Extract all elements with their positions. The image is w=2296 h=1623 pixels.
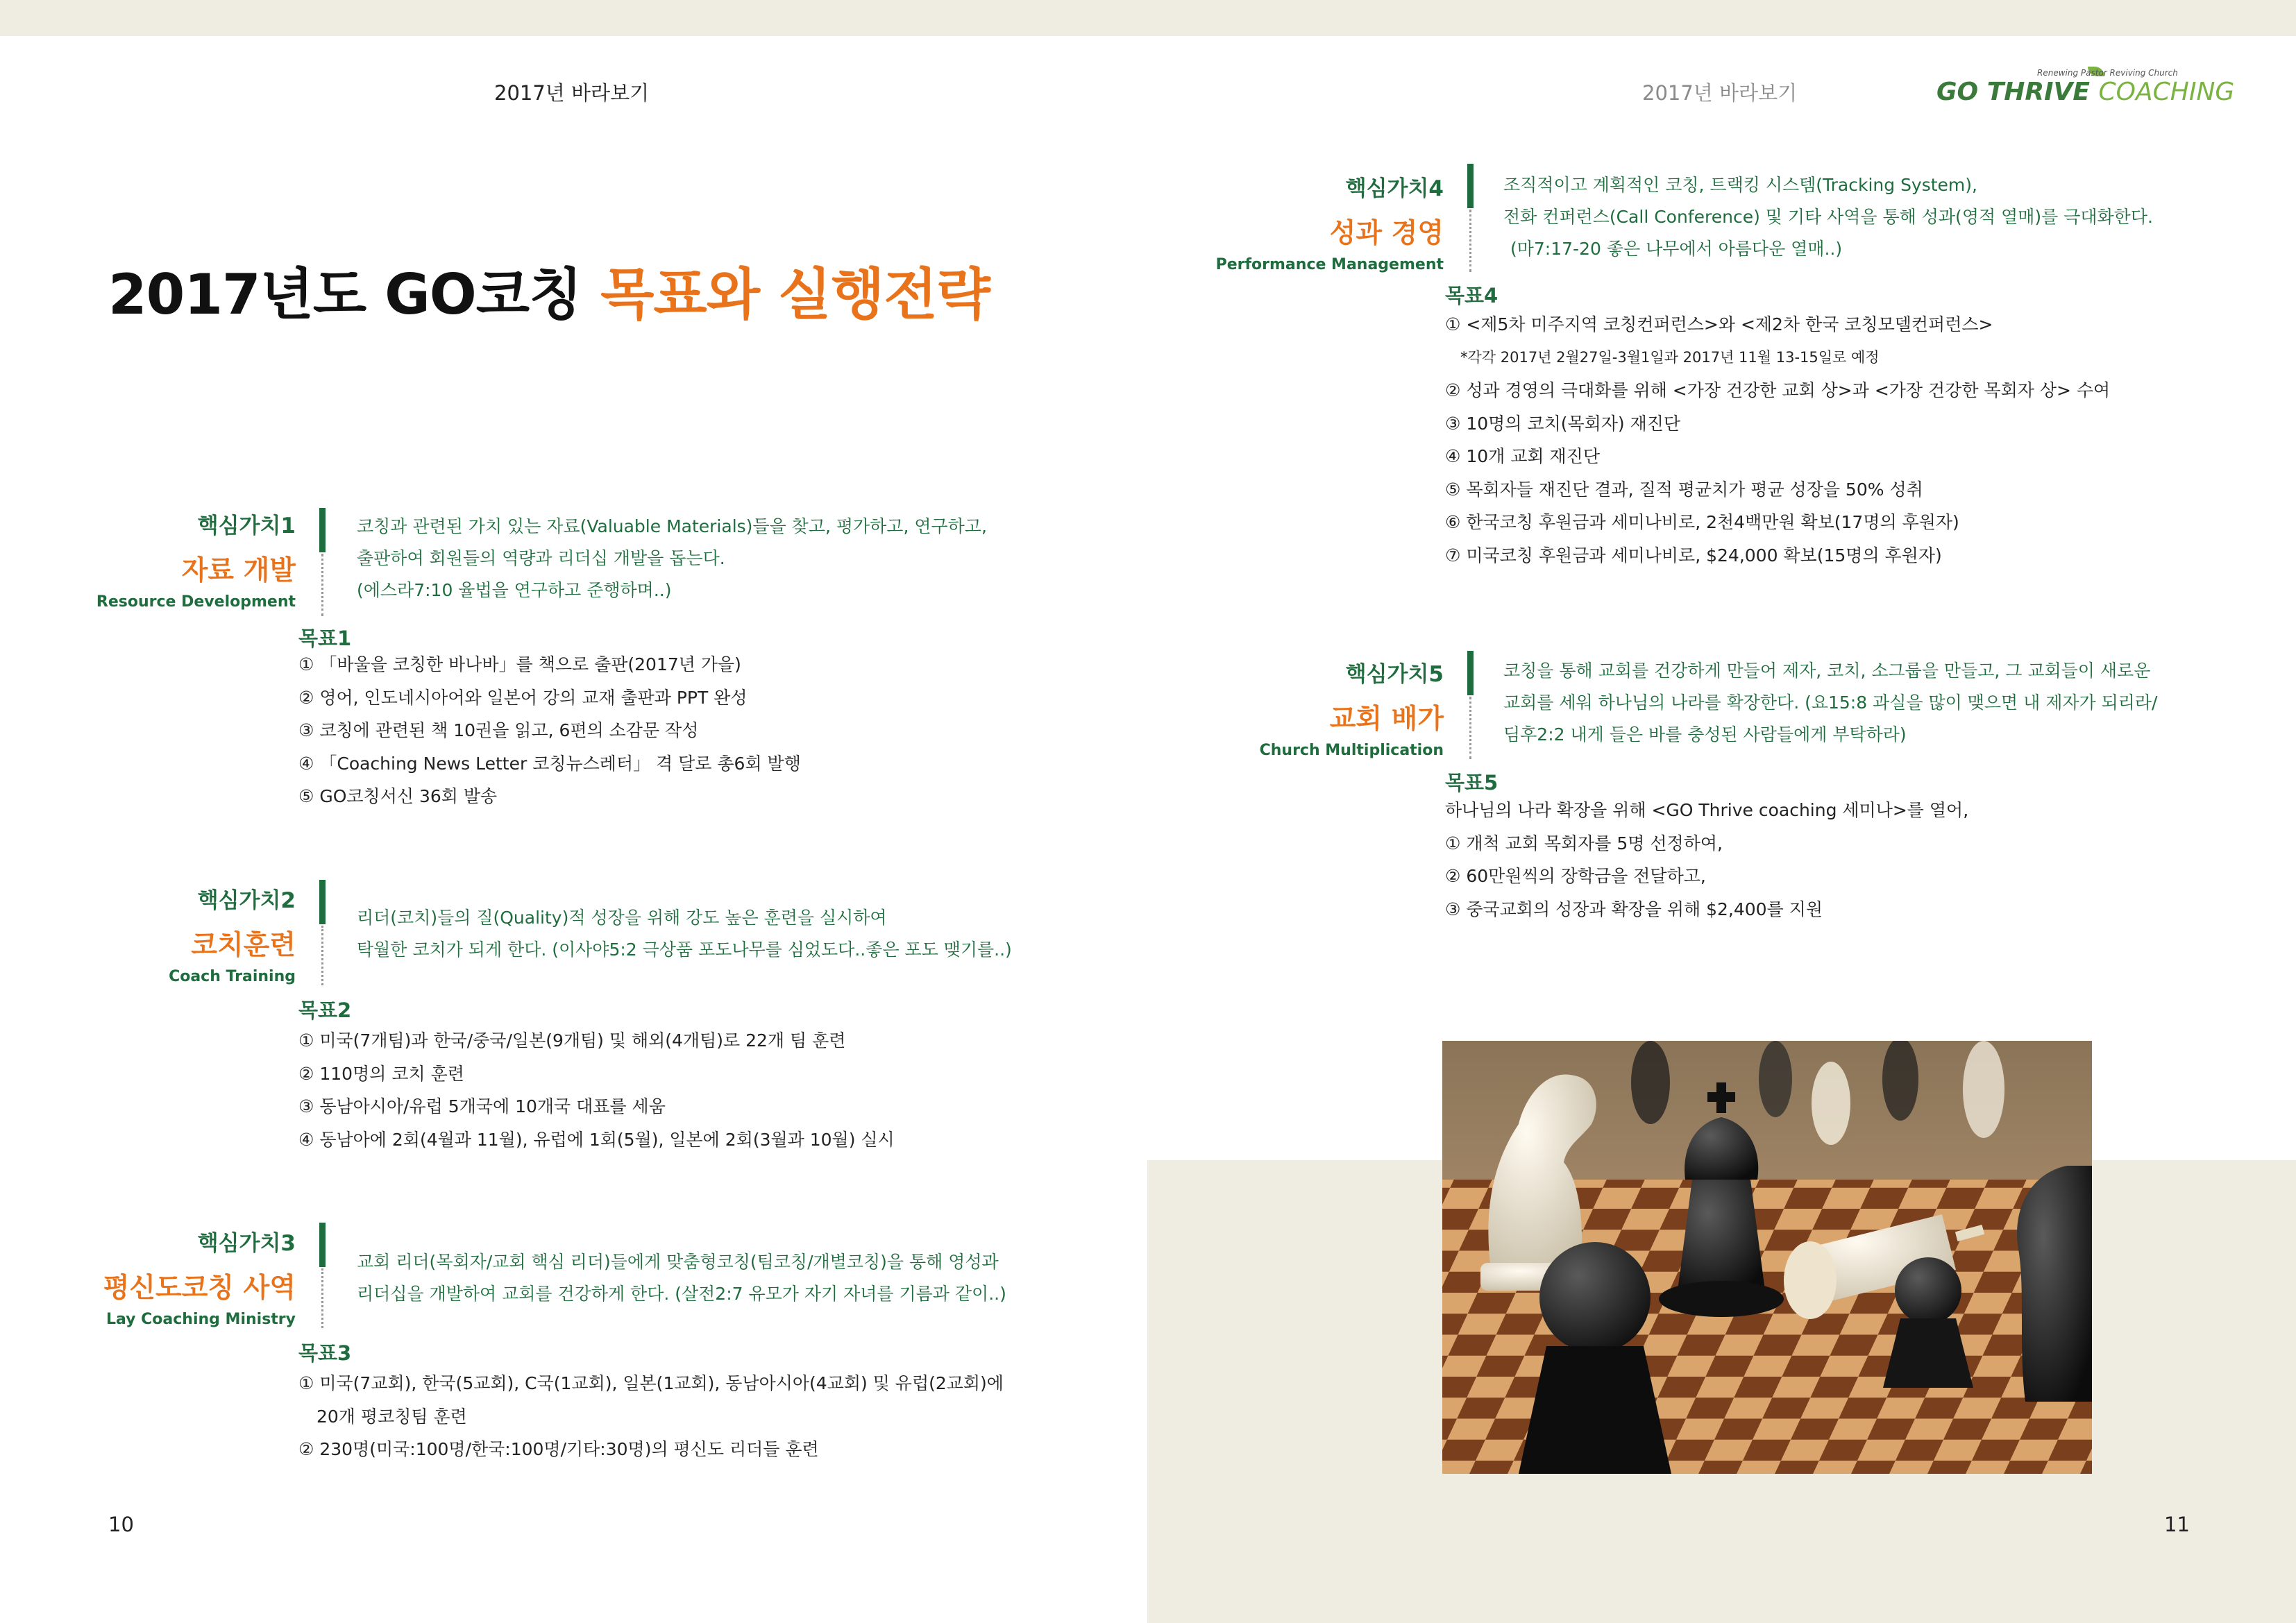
goal-5-heading: 목표5: [1445, 771, 1499, 794]
goal-item: ④ 동남아에 2회(4월과 11월), 유럽에 1회(5월), 일본에 2회(3월과 10월) 실시: [298, 1129, 895, 1150]
core-value-number: 핵심가치5: [1345, 662, 1444, 687]
description-line: 코칭과 관련된 가치 있는 자료(Valuable Materials)들을 찾고, 평가하고, 연구하고,: [357, 516, 987, 536]
goal-item: ② 성과 경영의 극대화를 위해 <가장 건강한 교회 상>과 <가장 건강한 목회자 상> 수여: [1445, 380, 2111, 400]
goal-item: ② 영어, 인도네시아어와 일본어 강의 교재 출판과 PPT 완성: [298, 687, 748, 708]
core-value-number: 핵심가치3: [197, 1231, 296, 1256]
goal-item: ① 「바울을 코칭한 바나바」를 책으로 출판(2017년 가을): [298, 654, 741, 674]
logo-thrive: THRIVE: [1986, 78, 2090, 106]
page-title: [108, 250, 990, 330]
logo-coaching: COACHING: [2098, 78, 2235, 106]
goal-item: ⑤ 목회자들 재진단 결과, 질적 평균치가 평균 성장을 50% 성취: [1445, 479, 1923, 500]
goal-item: ⑤ GO코칭서신 36회 발송: [298, 786, 498, 806]
core-value-number: 핵심가치4: [1345, 176, 1444, 201]
core-value-name-en: Performance Management: [1215, 256, 1444, 273]
core-value-name: 자료 개발: [181, 555, 296, 586]
goal-2-list: [298, 1024, 895, 1156]
core-value-1-dotted-line: [321, 554, 323, 616]
description-line: 탁월한 코치가 되게 한다. (이사야5:2 극상품 포도나무를 심었도다..좋은 포도 맺기를..): [357, 940, 1012, 960]
goal-1-list: [298, 648, 801, 813]
goal-item: ② 110명의 코치 훈련: [298, 1063, 464, 1084]
logo-wordmark: [1936, 78, 2234, 106]
goal-5-list: [1445, 794, 1968, 926]
description-line: 출판하여 회원들의 역량과 리더십 개발을 돕는다.: [357, 548, 725, 568]
core-value-4-dotted-line: [1469, 210, 1471, 272]
goal-item: ⑥ 한국코칭 후원금과 세미나비로, 2천4백만원 확보(17명의 후원자): [1445, 512, 1959, 532]
core-value-2-label: [169, 883, 296, 985]
description-line: (마7:17-20 좋은 나무에서 아름다운 열매..): [1510, 239, 1843, 259]
core-value-3-description: [357, 1246, 1006, 1310]
logo-tagline: Renewing Pastor Reviving Church: [2037, 68, 2178, 78]
goal-item-note: *각각 2017년 2월27일-3월1일과 2017년 11월 13-15일로 예정: [1460, 348, 1880, 366]
chess-photo: [1442, 1041, 2092, 1474]
goal-item: ③ 동남아시아/유럽 5개국에 10개국 대표를 세움: [298, 1096, 666, 1116]
description-line: 조직적이고 계획적인 코칭, 트랙킹 시스템(Tracking System),: [1503, 175, 1977, 195]
core-value-1-label: [96, 508, 296, 611]
goal-item: ⑦ 미국코칭 후원금과 세미나비로, $24,000 확보(15명의 후원자): [1445, 545, 1942, 566]
core-value-name-en: Resource Development: [96, 593, 296, 611]
core-value-4-label: [1216, 171, 1444, 273]
core-value-4-bar: [1467, 164, 1474, 208]
core-value-number: 핵심가치2: [197, 888, 296, 913]
core-value-5-label: [1260, 656, 1444, 759]
goal-item: 하나님의 나라 확장을 위해 <GO Thrive coaching 세미나>를 열어,: [1445, 800, 1969, 820]
go-thrive-coaching-logo: [1936, 67, 2235, 108]
goal-4-list: [1445, 308, 2110, 572]
goal-3-heading: 목표3: [298, 1341, 352, 1365]
core-value-name: 평신도코칭 사역: [103, 1273, 296, 1304]
core-value-4-description: [1503, 169, 2153, 265]
core-value-5-bar: [1467, 651, 1474, 695]
goal-item: ④ 「Coaching News Letter 코칭뉴스레터」 격 달로 총6회 발행: [298, 753, 801, 774]
core-value-5-description: [1503, 655, 2157, 751]
description-line: 코칭을 통해 교회를 건강하게 만들어 제자, 코치, 소그룹을 만들고, 그 교회들이 새로운: [1503, 661, 2151, 681]
description-line: (에스라7:10 율법을 연구하고 준행하며..): [357, 580, 672, 600]
goal-2-heading: 목표2: [298, 999, 352, 1022]
core-value-number: 핵심가치1: [197, 513, 296, 538]
description-line: 교회 리더(목회자/교회 핵심 리더)들에게 맞춤형코칭(팀코칭/개별코칭)을 통해 영성과: [357, 1252, 999, 1272]
description-line: 전화 컨퍼런스(Call Conference) 및 기타 사역을 통해 성과(영적 열매)를 극대화한다.: [1503, 207, 2153, 227]
goal-3-list: [298, 1367, 1004, 1466]
goal-item-continuation: 20개 평코칭팀 훈련: [316, 1406, 467, 1427]
top-band: [0, 0, 2296, 36]
goal-4-heading: 목표4: [1445, 284, 1499, 307]
logo-go: GO: [1936, 78, 1979, 106]
goal-item: ① 미국(7교회), 한국(5교회), C국(1교회), 일본(1교회), 동남아시아(4교회) 및 유럽(2교회)에: [298, 1373, 1004, 1393]
core-value-1-description: [357, 511, 987, 606]
core-value-1-bar: [319, 508, 326, 552]
core-value-5-dotted-line: [1469, 697, 1471, 759]
goal-item: ③ 10명의 코치(목회자) 재진단: [1445, 413, 1681, 434]
goal-item: ③ 코칭에 관련된 책 10권을 읽고, 6편의 소감문 작성: [298, 720, 699, 740]
core-value-3-dotted-line: [321, 1268, 323, 1328]
page-number-right: 11: [2164, 1513, 2190, 1536]
description-line: 리더십을 개발하여 교회를 건강하게 한다. (살전2:7 유모가 자기 자녀를 기름과 같이..): [357, 1284, 1006, 1304]
core-value-2-description: [357, 902, 1012, 966]
core-value-3-bar: [319, 1223, 326, 1267]
goal-item: ③ 중국교회의 성장과 확장을 위해 $2,400를 지원: [1445, 899, 1823, 919]
goal-item: ② 60만원씩의 장학금을 전달하고,: [1445, 866, 1706, 886]
core-value-name: 코치훈련: [191, 930, 296, 961]
description-line: 딤후2:2 내게 들은 바를 충성된 사람들에게 부탁하라): [1503, 724, 1907, 745]
core-value-2-bar: [319, 880, 326, 924]
core-value-name-en: Church Multiplication: [1259, 742, 1444, 759]
core-value-name: 성과 경영: [1329, 218, 1444, 249]
core-value-2-dotted-line: [321, 926, 323, 985]
description-line: 교회를 세워 하나님의 나라를 확장한다. (요15:8 과실을 많이 맺으면 내 제자가 되리라/: [1503, 692, 2158, 713]
core-value-3-label: [103, 1225, 296, 1328]
goal-item: ④ 10개 교회 재진단: [1445, 446, 1600, 466]
goal-1-heading: 목표1: [298, 627, 352, 650]
title-highlight: 목표와 실행전략: [600, 262, 990, 327]
page-number-left: 10: [108, 1513, 134, 1536]
description-line: 리더(코치)들의 질(Quality)적 성장을 위해 강도 높은 훈련을 실시하여: [357, 908, 887, 928]
goal-item: ② 230명(미국:100명/한국:100명/기타:30명)의 평신도 리더들 훈련: [298, 1439, 819, 1459]
left-running-header: 2017년 바라보기: [494, 81, 650, 105]
core-value-name-en: Coach Training: [169, 968, 296, 985]
right-running-header: 2017년 바라보기: [1642, 81, 1798, 105]
goal-item: ① 미국(7개팀)과 한국/중국/일본(9개팀) 및 해외(4개팀)로 22개 팀 훈련: [298, 1030, 846, 1051]
goal-item: ① <제5차 미주지역 코칭컨퍼런스>와 <제2차 한국 코칭모델컨퍼런스>: [1445, 314, 1993, 334]
core-value-name: 교회 배가: [1329, 704, 1444, 735]
goal-item: ① 개척 교회 목회자를 5명 선정하여,: [1445, 833, 1723, 853]
title-main: 2017년도 GO코칭: [108, 262, 601, 327]
core-value-name-en: Lay Coaching Ministry: [105, 1311, 296, 1328]
